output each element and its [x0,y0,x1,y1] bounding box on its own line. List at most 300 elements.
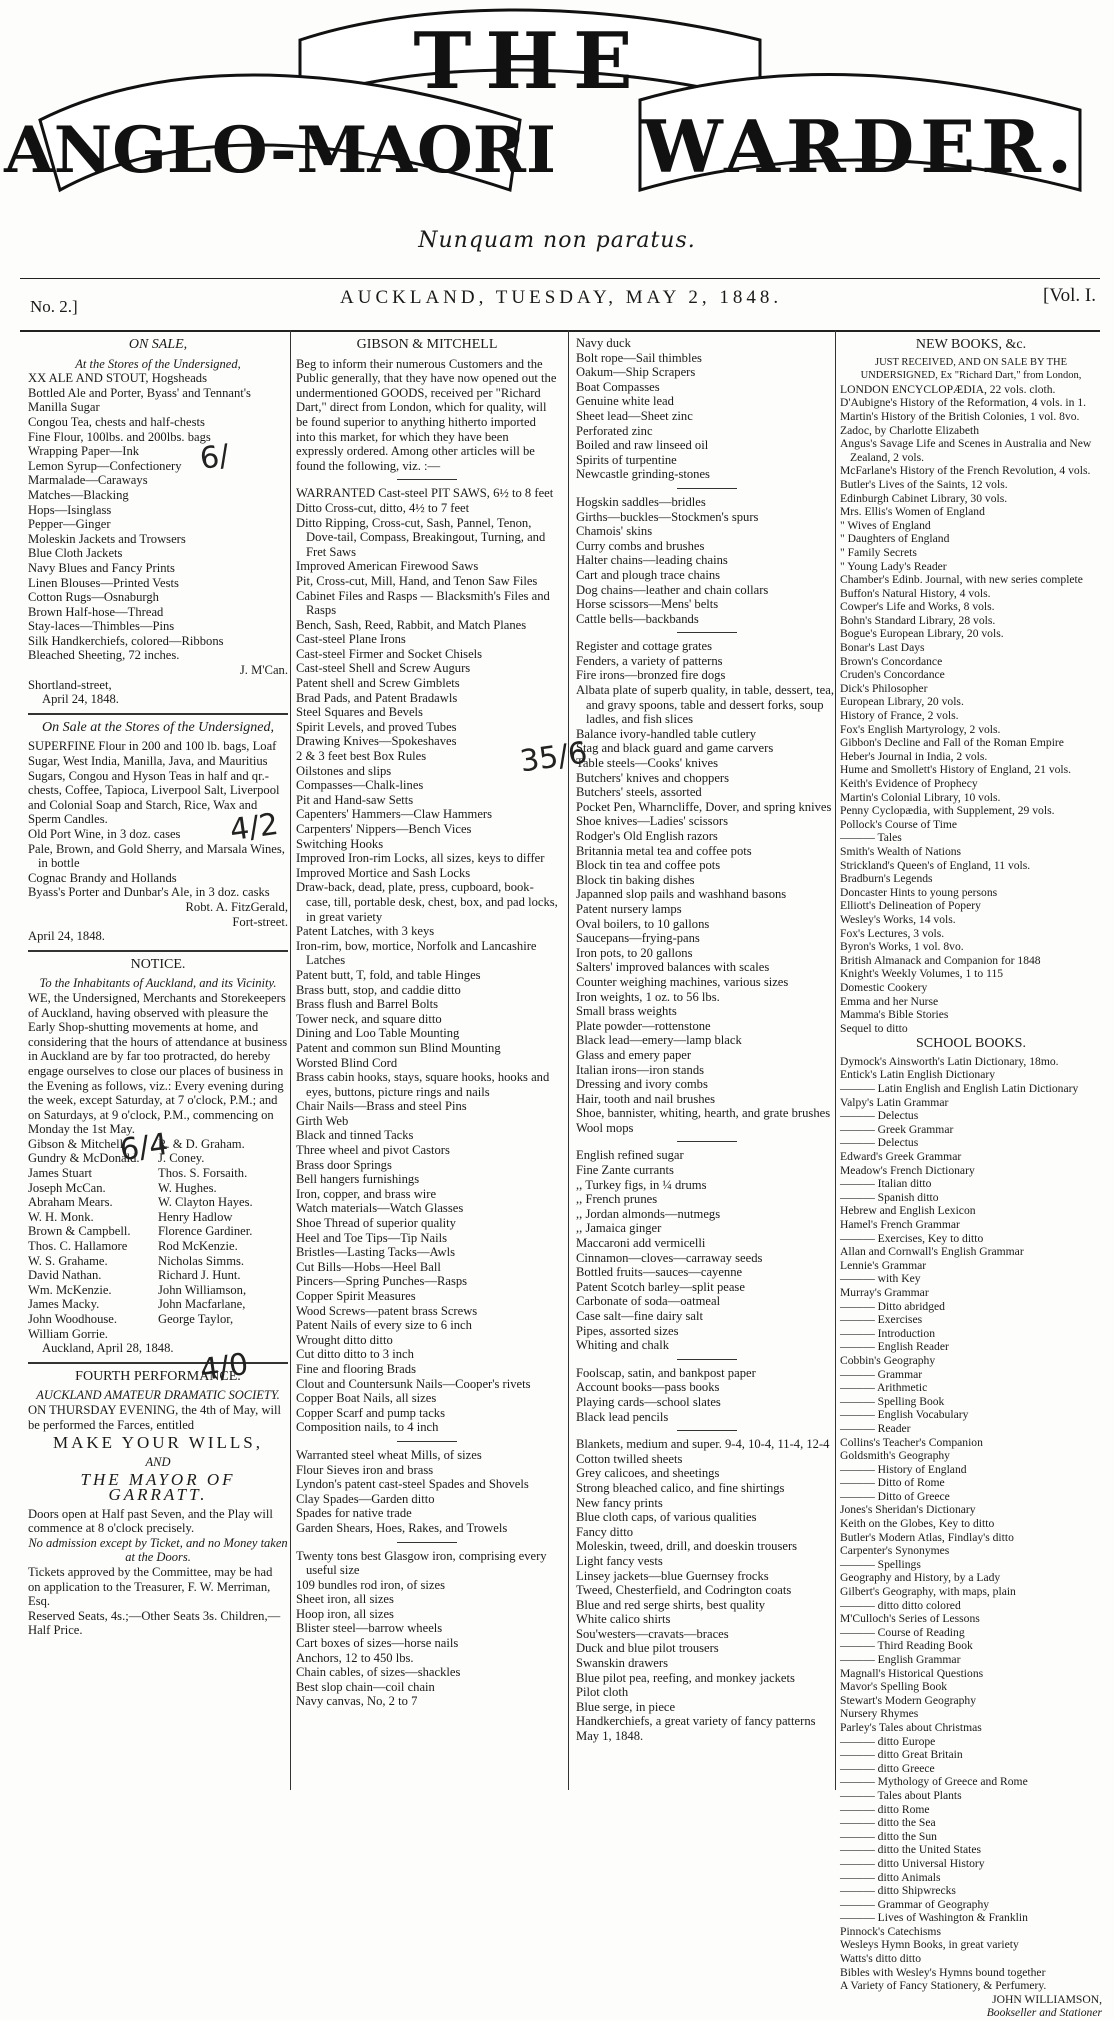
issue-number: No. 2.] [30,297,78,316]
list-item: Grey calicoes, and sheetings [576,1466,720,1481]
list-item: Bottled Ale and Porter, Byass' and Tennant's [28,385,251,400]
list-item: Oilstones and slips [296,763,392,778]
list-item: Magnall's Historical Questions [840,1666,984,1680]
sale2-date: April 24, 1848. [28,929,105,944]
list-item: Hops—Isinglass [28,502,112,517]
list-item: Allan and Cornwall's English Grammar [840,1245,1024,1259]
list-item: ——— English Vocabulary [840,1408,969,1422]
list-item: Congou Tea, chests and half-chests [28,414,205,429]
list-item: Entick's Latin English Dictionary [840,1068,996,1082]
list-item: Thos. S. Forsaith. [158,1166,248,1181]
list-item: Smith's Wealth of Nations [840,844,962,858]
divider [28,713,288,715]
goods-list [576,1437,838,1729]
list-item: Fine Flour, 100lbs. and 200lbs. bags [28,429,211,444]
list-item: British Almanack and Companion for 1848 [840,953,1041,967]
column-1 [28,336,288,1796]
goods-list [576,639,838,1135]
list-item: Pollock's Course of Time [840,817,958,831]
list-item: Doncaster Hints to young persons [840,885,998,899]
list-item: Mrs. Ellis's Women of England [840,505,985,519]
list-item: Patent butt, T, fold, and table Hinges [296,967,481,982]
list-item: Goldsmith's Geography [840,1449,950,1463]
list-item: Wool mops [576,1120,634,1135]
list-item: Thos. C. Hallamore [28,1239,128,1254]
list-item: Heel and Toe Tips—Tip Nails [296,1230,447,1245]
list-item: Bench, Sash, Reed, Rabbit, and Match Planes [296,617,527,632]
list-item: ——— ditto Shipwrecks [840,1884,956,1898]
list-item: Chain cables, of sizes—shackles [296,1665,461,1680]
list-item: Handkerchiefs, a great variety of fancy patterns [576,1714,816,1729]
list-item: Blister steel—barrow wheels [296,1621,443,1636]
list-item: Cart boxes of sizes—horse nails [296,1636,459,1651]
list-item: Fenders, a variety of patterns [576,653,723,668]
list-item: Blankets, medium and super. 9-4, 10-4, 11-4, 12-4 [576,1437,830,1452]
list-item: James Stuart [28,1166,93,1181]
list-item: Girths—buckles—Stockmen's spurs [576,509,759,524]
list-item: Mavor's Spelling Book [840,1680,948,1694]
list-item: Hoop iron, all sizes [296,1606,394,1621]
list-item: ——— Tales about Plants [840,1788,962,1802]
list-item: D'Aubigne's History of the Reformation, 4 vols. in 1. [840,396,1087,410]
volume-number: [Vol. I. [1043,285,1096,306]
notice-date: Auckland, April 28, 1848. [42,1341,174,1356]
divider [677,1359,737,1360]
list-item: Lyndon's patent cast-steel Spades and Shovels [296,1477,529,1492]
issue-date: AUCKLAND, TUESDAY, MAY 2, 1848. [340,287,783,308]
list-item: Keith on the Globes, Key to ditto [840,1517,995,1531]
list-item: Cobbin's Geography [840,1353,936,1367]
list-item: ——— Latin English and English Latin Dictionary [840,1082,1079,1096]
list-item: Moleskin, tweed, drill, and doeskin trousers [576,1539,798,1554]
list-item: Japanned slop pails and washhand basons [576,887,787,902]
list-item: Edinburgh Cabinet Library, 30 vols. [840,491,1008,505]
list-item: Girth Web [296,1113,349,1128]
list-item: Block tin baking dishes [576,872,695,887]
advert-date: May 1, 1848. [576,1729,644,1744]
list-item: Chamois' skins [576,524,653,539]
list-item: Strong bleached calico, and fine shirtings [576,1480,785,1495]
list-item: Best slop chain—coil chain [296,1679,435,1694]
list-item: Cabinet Files and Rasps — Blacksmith's Files and Rasps [296,588,550,618]
list-item: Bradburn's Legends [840,872,933,886]
list-item: Bonar's Last Days [840,641,925,655]
list-item: Butler's Modern Atlas, Findlay's ditto [840,1530,1014,1544]
divider [677,1430,737,1431]
list-item: ——— Ditto of Rome [840,1476,945,1490]
list-item: ——— Spanish ditto [840,1190,939,1204]
list-item: ——— ditto Europe [840,1734,936,1748]
list-item: Cowper's Life and Works, 8 vols. [840,600,995,614]
list-item: Wood Screws—patent brass Screws [296,1303,478,1318]
list-item: Compasses—Chalk-lines [296,778,424,793]
list-item: ——— Delectus [840,1109,919,1123]
list-item: Brass cabin hooks, stays, square hooks, hooks and eyes, buttons, picture rings and nails [296,1070,550,1099]
list-item: Fox's English Martyrology, 2 vols. [840,722,1001,736]
list-item: Whiting and chalk [576,1338,670,1353]
list-item: ——— Grammar [840,1367,923,1381]
masthead [0,0,1114,270]
list-item: Butler's Lives of the Saints, 12 vols. [840,477,1008,491]
list-item: ——— Lives of Washington & Franklin [840,1911,1028,1925]
sale-title: ON SALE, [128,337,188,352]
list-item: Composition nails, to 4 inch [296,1420,439,1435]
books-subtitle: JUST RECEIVED, AND ON SALE BY THE UNDERSIGNED, Ex "Richard Dart," from London, [860,356,1082,382]
list-item: European Library, 20 vols. [840,695,964,709]
list-item: Oakum—Ship Scrapers [576,365,696,380]
list-item: Bibles with Wesley's Hymns bound together [840,1965,1046,1979]
list-item: Steel Squares and Bevels [296,705,423,720]
performance-title: FOURTH PERFORMANCE. [75,1368,241,1384]
list-item: Halter chains—leading chains [576,553,728,568]
list-item: Edward's Greek Grammar [840,1150,962,1164]
list-item: Zadoc, by Charlotte Elizabeth [840,423,980,437]
list-item: Cast-steel Firmer and Socket Chisels [296,646,483,661]
list-item: Abraham Mears. [28,1195,113,1210]
list-item: Cut ditto ditto to 3 inch [296,1347,414,1362]
performance-society: AUCKLAND AMATEUR DRAMATIC SOCIETY. [36,1388,280,1403]
sale2-place: Fort-street. [232,914,288,929]
list-item: Sheet lead—Sheet zinc [576,408,693,423]
list-item: Gibson & Mitchell [28,1136,124,1151]
list-item: Black lead—emery—lamp black [576,1033,742,1048]
list-item: Penny Cyclopædia, with Supplement, 29 vols. [840,804,1055,818]
list-item: M'Culloch's Series of Lessons [840,1612,980,1626]
list-item: Gibbon's Decline and Fall of the Roman Empire [840,736,1064,750]
list-item: Iron weights, 1 oz. to 56 lbs. [576,989,720,1004]
list-item: Hair, tooth and nail brushes [576,1091,716,1106]
performance-play2: THE MAYOR OF GARRATT. [80,1470,236,1504]
list-item: Blue cloth caps, of various qualities [576,1510,757,1525]
column-divider [568,330,569,1790]
divider [28,1362,288,1364]
list-item: R. & D. Graham. [158,1136,245,1151]
list-item: Copper Scarf and pump tacks [296,1405,445,1420]
list-item: Patent and common sun Blind Mounting [296,1040,501,1055]
list-item: A Variety of Fancy Stationery, & Perfumery. [840,1979,1047,1993]
list-item: Iron pots, to 20 gallons [576,945,693,960]
list-item: Hebrew and English Lexicon [840,1204,976,1218]
list-item: Worsted Blind Cord [296,1055,398,1070]
list-item: Patent Nails of every size to 6 inch [296,1318,472,1333]
list-item: Improved American Firewood Saws [296,559,479,574]
list-item: Improved Iron-rim Locks, all sizes, keys to differ [296,851,545,866]
goods-list [576,336,838,482]
list-item: David Nathan. [28,1268,102,1283]
signatories-right [158,1137,288,1341]
performance-tickets: Tickets approved by the Committee, may be had on application to the Treasurer, F. W. Merriman, Esq. [28,1564,273,1609]
list-item: ——— Ditto of Greece [840,1489,950,1503]
list-item: Blue pilot pea, reefing, and monkey jackets [576,1670,795,1685]
list-item: LONDON ENCYCLOPÆDIA, 22 vols. cloth. [840,382,1056,396]
list-item: Shoe Thread of superior quality [296,1216,456,1231]
sale-signature: J. M'Can. [239,663,288,678]
list-item: Bolt rope—Sail thimbles [576,350,702,365]
handwritten-mark: 6/ [197,438,232,477]
list-item: Manilla Sugar [28,400,100,415]
bookseller-title: Bookseller and Stationer [986,2006,1102,2020]
list-item: Joseph McCan. [28,1180,106,1195]
list-item: ,, Jordan almonds—nutmegs [576,1206,721,1221]
list-item: Bottled fruits—sauces—cayenne [576,1265,743,1280]
list-item: Florence Gardiner. [158,1224,253,1239]
goods-list-3 [296,1549,558,1710]
list-item: Domestic Cookery [840,980,928,994]
list-item: Butchers' steels, assorted [576,785,702,800]
list-item: Brown & Campbell. [28,1224,131,1239]
list-item: Register and cottage grates [576,639,713,654]
list-item: Small brass weights [576,1004,677,1019]
school-books-list [840,1055,1102,1993]
handwritten-mark: 6/4 [117,1126,171,1169]
list-item: Patent Scotch barley—split pease [576,1279,745,1294]
list-item: Knight's Weekly Volumes, 1 to 115 [840,967,1004,981]
list-item: Gilbert's Geography, with maps, plain [840,1585,1016,1599]
list-item: Capenters' Hammers—Claw Hammers [296,807,493,822]
goods-list [576,1366,838,1424]
list-item: Lennie's Grammar [840,1258,927,1272]
list-item: Geography and History, by a Lady [840,1571,1001,1585]
list-item: ——— Reader [840,1421,911,1435]
list-item: ——— Greek Grammar [840,1122,954,1136]
list-item: ——— ditto the United States [840,1843,982,1857]
list-item: ——— Arithmetic [840,1381,928,1395]
list-item: Mamma's Bible Stories [840,1008,949,1022]
divider [28,950,288,952]
handwritten-mark: 4/2 [227,806,281,849]
list-item: ——— Tales [840,831,902,845]
performance-doors: Doors open at Half past Seven, and the Play will commence at 8 o'clock precisely. [28,1506,273,1536]
divider [677,1141,737,1142]
list-item: Blue and red serge shirts, best quality [576,1597,765,1612]
performance-prices: Reserved Seats, 4s.;—Other Seats 3s. Children,—Half Price. [28,1608,281,1638]
list-item: Table steels—Cooks' knives [576,756,718,771]
list-item: Garden Shears, Hoes, Rakes, and Trowels [296,1520,508,1535]
advert-title: GIBSON & MITCHELL [356,337,498,352]
sale-subtitle: At the Stores of the Undersigned, [75,356,241,371]
divider [397,1542,457,1543]
list-item: Keith's Evidence of Prophecy [840,777,978,790]
list-item: ——— Mythology of Greece and Rome [840,1775,1028,1789]
list-item: Pincers—Spring Punches—Rasps [296,1274,468,1289]
list-item: ——— ditto ditto colored [840,1598,961,1612]
list-item: Horse scissors—Mens' belts [576,597,719,612]
school-books-title: SCHOOL BOOKS. [916,1036,1026,1052]
list-item: Fancy ditto [576,1524,634,1539]
notice-title: NOTICE. [130,956,186,972]
list-item: Cast-steel Shell and Screw Augurs [296,661,471,676]
divider [677,488,737,489]
list-item: Brad Pads, and Patent Bradawls [296,690,458,705]
list-item: Fine and flooring Brads [296,1361,416,1376]
list-item: White calico shirts [576,1612,671,1627]
list-item: Black and tinned Tacks [296,1128,414,1143]
list-item: ——— Exercises [840,1313,923,1327]
list-item: Counter weighing machines, various sizes [576,974,789,989]
handwritten-mark: 4/0 [197,1346,251,1389]
list-item: Watch materials—Watch Glasses [296,1201,464,1216]
list-item: Navy Blues and Fancy Prints [28,560,175,575]
list-item: Sou'westers—cravats—braces [576,1626,729,1641]
list-item: Genuine white lead [576,394,674,409]
list-item: Improved Mortice and Sash Locks [296,865,471,880]
advert-intro: Beg to inform their numerous Customers and the Public generally, that they have now opened out the undermentioned GOODS, received per "Richard Dart," direct from London, which for quality, will be found superior to anything hitherto imported into this market, for which they have been expressly ordered. Among other articles will be found the following, viz. :— [296,356,557,473]
list-item: Stay-laces—Thimbles—Pins [28,619,175,634]
list-item: Byass's Porter and Dunbar's Ale, in 3 doz. casks [28,885,270,900]
sale2-signature: Robt. A. FitzGerald, [185,899,288,914]
list-item: Spirits of turpentine [576,452,677,467]
sale-date: April 24, 1848. [42,692,119,707]
list-item: Old Port Wine, in 3 doz. cases [28,827,181,841]
masthead-word2: ANGLO-MAORI [4,113,556,188]
list-item: ——— Course of Reading [840,1625,965,1639]
list-item: George Taylor, [158,1312,234,1326]
list-item: Dressing and ivory combs [576,1077,708,1092]
list-item: Bristles—Lasting Tacks—Awls [296,1245,455,1260]
list-item: Glass and emery paper [576,1047,692,1062]
list-item: Wrapping Paper—Ink [28,444,140,459]
list-item: Wm. McKenzie. [28,1282,112,1297]
notice-text: WE, the Undersigned, Merchants and Storekeepers of Auckland, having observed with pleasure the Early Shop-shutting movements at home, and considering that the hours of attendance at business in Auckland are by far too protracted, do hereby engage ourselves to close our places of business in the Evening as follows, viz.: Every evening during the week, except Saturday, at 7 o'clock, P.M.; and on Saturdays, at 9 o'clock, P.M., commencing on Monday the 1st May. [28,990,288,1137]
list-item: Duck and blue pilot trousers [576,1641,719,1656]
column-3 [576,336,838,1796]
list-item: Carbonate of soda—oatmeal [576,1294,721,1309]
sale2-text: SUPERFINE Flour in 200 and 100 lb. bags, Loaf Sugar, West India, Manilla, Java, and Mauritius Sugars, Congou and Hyson Teas in half and qr.-chests, Coffee, Tapioca, Liverpool Salt, Liverpool and Colonial Soap and Starch, Rice, Wax and Sperm Candles. [28,739,280,827]
list-item: 109 bundles rod iron, of sizes [296,1577,446,1592]
list-item: Foolscap, satin, and bankpost paper [576,1365,756,1380]
list-item: ,, Turkey figs, in ¼ drums [576,1177,707,1192]
list-item: Elliott's Delineation of Popery [840,899,981,913]
list-item: Spirit Levels, and proved Tubes [296,719,457,734]
list-item: ——— ditto the Sea [840,1816,936,1830]
list-item: Blue Cloth Jackets [28,546,123,561]
list-item: John Macfarlane, [158,1297,246,1312]
list-item: Moleskin Jackets and Trowsers [28,531,186,546]
list-item: Cattle bells—backbands [576,611,699,626]
list-item: Cruden's Concordance [840,668,945,682]
list-item: Albata plate of superb quality, in table, dessert, tea, and gravy spoons, table and dessert forks, soup ladles, and fish slices [576,683,834,727]
list-item: Brass flush and Barrel Bolts [296,997,439,1012]
masthead-word1: THE [413,16,647,107]
list-item: Perforated zinc [576,423,653,438]
list-item: Pinnock's Catechisms [840,1924,941,1938]
list-item: Cotton Rugs—Osnaburgh [28,590,159,605]
list-item: Fine Zante currants [576,1163,674,1178]
list-item: Patent Latches, with 3 keys [296,924,435,939]
list-item: James Macky. [28,1297,100,1312]
notice-subtitle: To the Inhabitants of Auckland, and its Vicinity. [39,976,277,991]
list-item: Richard J. Hunt. [158,1268,241,1283]
list-item: Martin's History of the British Colonies, 1 vol. 8vo. [840,409,1080,423]
list-item: ——— ditto Animals [840,1870,941,1884]
list-item: Strickland's Queen's of England, 11 vols. [840,858,1031,872]
list-item: ——— English Reader [840,1340,949,1354]
list-item: Iron-rim, bow, mortice, Norfolk and Lancashire Latches [296,938,537,968]
list-item: Brown's Concordance [840,654,943,668]
list-item: Meadow's French Dictionary [840,1163,975,1177]
list-item: Brass door Springs [296,1157,392,1172]
performance-text: ON THURSDAY EVENING, the 4th of May, will be performed the Farces, entitled [28,1402,282,1432]
list-item: Newcastle grinding-stones [576,467,710,482]
list-item: Martin's Colonial Library, 10 vols. [840,790,1001,804]
list-item: Watts's ditto ditto [840,1952,922,1966]
list-item: Linen Blouses—Printed Vests [28,575,179,590]
list-item: Balance ivory-handled table cutlery [576,726,757,741]
list-item: Dining and Loo Table Mounting [296,1026,460,1041]
column-2 [296,336,558,1796]
list-item: ——— ditto Universal History [840,1856,985,1870]
list-item: Pocket Pen, Wharncliffe, Dover, and spring knives [576,799,832,814]
header-rule [20,330,1100,332]
list-item: Hume and Smollett's History of England, 21 vols. [840,763,1072,777]
list-item: ,, French prunes [576,1192,658,1207]
list-item: Dymock's Ainsworth's Latin Dictionary, 18mo. [840,1054,1059,1068]
list-item: Three wheel and pivot Castors [296,1143,450,1158]
list-item: Parley's Tales about Christmas [840,1720,982,1734]
list-item: Cart and plough trace chains [576,567,721,582]
list-item: Butchers' knives and choppers [576,770,730,785]
list-item: Clout and Countersunk Nails—Cooper's rivets [296,1376,531,1391]
list-item: Oval boilers, to 10 gallons [576,916,710,931]
divider [677,632,737,633]
list-item: Patent shell and Screw Gimblets [296,676,460,691]
divider [397,479,457,480]
list-item: Account books—pass books [576,1380,720,1395]
list-item: " Daughters of England [840,532,950,546]
list-item: Silk Handkerchiefs, colored—Ribbons [28,633,224,648]
motto: Nunquam non paratus. [418,228,696,253]
list-item: ——— Grammar of Geography [840,1897,990,1911]
list-item: Pit and Hand-saw Setts [296,792,414,807]
list-item: Bell hangers furnishings [296,1172,420,1187]
list-item: Stewart's Modern Geography [840,1693,977,1707]
goods-list [576,1148,838,1352]
list-item: ——— Spelling Book [840,1394,945,1408]
list-item: Marmalade—Caraways [28,473,148,488]
list-item: Black lead pencils [576,1409,669,1424]
list-item: W. Clayton Hayes. [158,1195,253,1210]
list-item: Spades for native trade [296,1506,412,1521]
list-item: Anchors, 12 to 450 lbs. [296,1650,414,1665]
list-item: Curry combs and brushes [576,538,705,553]
list-item: Murray's Grammar [840,1285,929,1299]
list-item: Pipes, assorted sizes [576,1323,679,1338]
list-item: Italian irons—iron stands [576,1062,705,1077]
list-item: Maccaroni add vermicelli [576,1236,706,1251]
list-item: Salters' improved balances with scales [576,960,770,975]
list-item: New fancy prints [576,1495,663,1510]
list-item: W. H. Monk. [28,1209,94,1224]
list-item: Sequel to ditto [840,1021,908,1035]
list-item: Draw-back, dead, plate, press, cupboard, book-case, till, portable desk, chest, box, and pad locks, in great variety [296,880,558,924]
list-item: ——— Third Reading Book [840,1639,973,1653]
list-item: Pale, Brown, and Gold Sherry, and Marsala Wines, in bottle [28,841,285,871]
list-item: " Wives of England [840,518,931,532]
sale-list [28,371,288,663]
list-item: Ditto Ripping, Cross-cut, Sash, Pannel, Tenon, Dove-tail, Compass, Breakingout, Turning, and Fret Saws [296,515,546,559]
column-4 [840,336,1102,2020]
list-item: Light fancy vests [576,1553,663,1568]
list-item: ——— Exercises, Key to ditto [840,1231,984,1245]
list-item: Buffon's Natural History, 4 vols. [840,586,991,600]
list-item: Collins's Teacher's Companion [840,1435,983,1449]
list-item: Hamel's French Grammar [840,1218,960,1231]
list-item: Emma and her Nurse [840,994,939,1008]
list-item: ——— ditto Great Britain [840,1748,963,1762]
list-item: Playing cards—school slates [576,1394,721,1409]
list-item: Cognac Brandy and Hollands [28,870,177,885]
list-item: ——— ditto Greece [840,1761,935,1775]
